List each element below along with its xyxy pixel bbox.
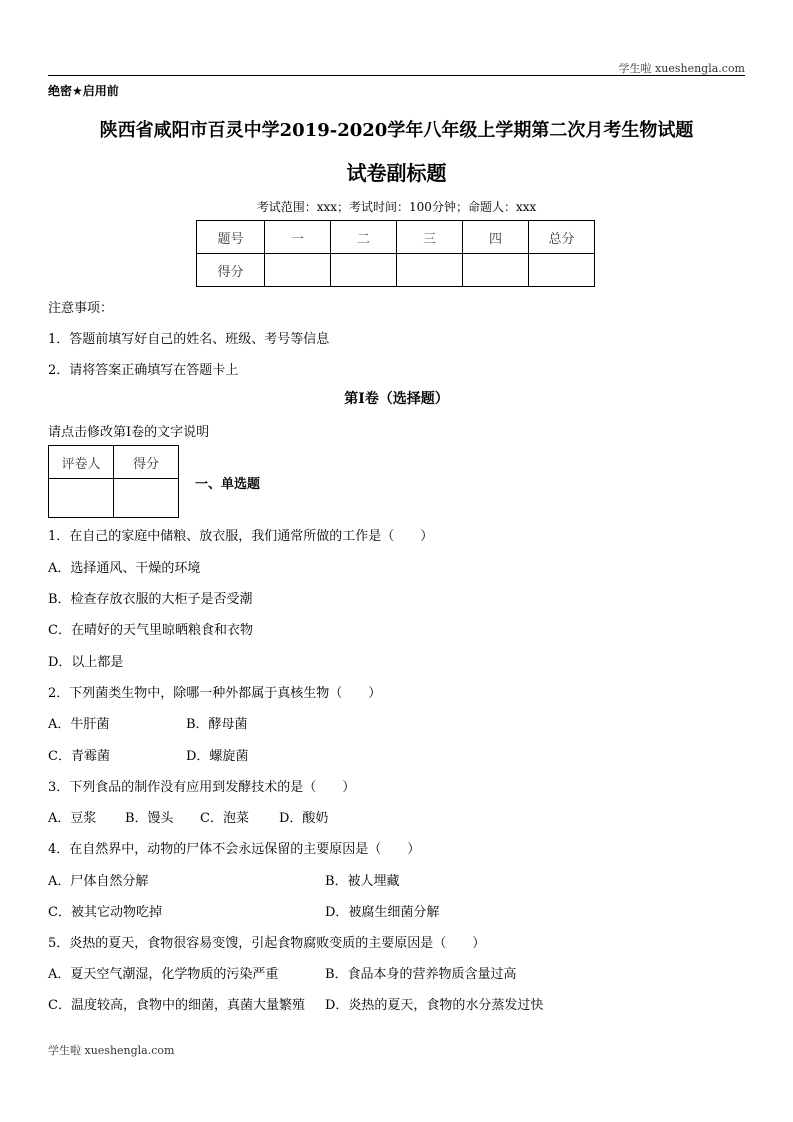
score-cell: 一 bbox=[265, 221, 331, 254]
question-option: A．豆浆 bbox=[48, 811, 97, 826]
exam-info: 考试范围：xxx；考试时间：100分钟；命题人：xxx bbox=[256, 200, 537, 214]
score-cell: 得分 bbox=[197, 254, 265, 287]
question-option: A．牛肝菌 bbox=[48, 717, 110, 732]
question-option: D．螺旋菌 bbox=[186, 749, 249, 764]
question-stem: 2．下列菌类生物中，除哪一种外都属于真核生物（ ） bbox=[48, 686, 382, 701]
score-input-cell[interactable] bbox=[397, 254, 463, 287]
question-option: B．食品本身的营养物质含量过高 bbox=[325, 967, 517, 982]
notice-heading: 注意事项： bbox=[48, 301, 114, 316]
question-option: D．炎热的夏天，食物的水分蒸发过快 bbox=[325, 998, 544, 1013]
question-option: A．尸体自然分解 bbox=[48, 874, 149, 889]
grader-label: 评卷人 bbox=[49, 446, 114, 479]
question-option: B．被人埋藏 bbox=[325, 874, 400, 889]
question-option: D．酸奶 bbox=[279, 811, 329, 826]
grader-table bbox=[48, 445, 179, 518]
question-option: C．温度较高，食物中的细菌，真菌大量繁殖 bbox=[48, 998, 305, 1013]
header-site: 学生啦 xueshengla.com bbox=[618, 62, 745, 75]
footer-site: 学生啦 xueshengla.com bbox=[48, 1044, 175, 1057]
page-title: 陕西省咸阳市百灵中学2019-2020学年八年级上学期第二次月考生物试题 bbox=[99, 120, 694, 141]
score-input-cell[interactable] bbox=[529, 254, 595, 287]
page-subtitle: 试卷副标题 bbox=[346, 161, 447, 185]
notice-item: 1．答题前填写好自己的姓名、班级、考号等信息 bbox=[48, 332, 330, 347]
question-option: B．检查存放衣服的大柜子是否受潮 bbox=[48, 592, 253, 607]
question-option: C．在晴好的天气里晾晒粮食和衣物 bbox=[48, 623, 253, 638]
question-option: D．以上都是 bbox=[48, 655, 124, 670]
question-option: B．酵母菌 bbox=[186, 717, 248, 732]
header-divider bbox=[48, 75, 745, 76]
question-option: C．被其它动物吃掉 bbox=[48, 905, 162, 920]
question-option: C．青霉菌 bbox=[48, 749, 110, 764]
score-input-cell[interactable] bbox=[463, 254, 529, 287]
secret-label: 绝密★启用前 bbox=[48, 84, 119, 98]
grader-score-input-cell[interactable] bbox=[114, 479, 179, 518]
question-stem: 3．下列食品的制作没有应用到发酵技术的是（ ） bbox=[48, 780, 356, 795]
score-table bbox=[196, 220, 595, 287]
score-cell: 总分 bbox=[529, 221, 595, 254]
score-cell: 三 bbox=[397, 221, 463, 254]
question-option: A．选择通风、干燥的环境 bbox=[48, 561, 201, 576]
question-option: C．泡菜 bbox=[200, 811, 249, 826]
question-stem: 4．在自然界中，动物的尸体不会永远保留的主要原因是（ ） bbox=[48, 842, 421, 857]
score-cell: 四 bbox=[463, 221, 529, 254]
question-stem: 1．在自己的家庭中储粮、放衣服，我们通常所做的工作是（ ） bbox=[48, 529, 434, 544]
grader-input-cell[interactable] bbox=[49, 479, 114, 518]
score-table-score-row bbox=[197, 254, 595, 287]
score-cell: 二 bbox=[331, 221, 397, 254]
score-input-cell[interactable] bbox=[265, 254, 331, 287]
question-stem: 5．炎热的夏天，食物很容易变馊，引起食物腐败变质的主要原因是（ ） bbox=[48, 936, 486, 951]
score-table-header-row bbox=[197, 221, 595, 254]
score-input-cell[interactable] bbox=[331, 254, 397, 287]
notice-item: 2．请将答案正确填写在答题卡上 bbox=[48, 363, 239, 378]
section-heading: 一、单选题 bbox=[195, 477, 261, 492]
volume-title: 第I卷（选择题） bbox=[344, 391, 449, 407]
question-option: B．馒头 bbox=[125, 811, 174, 826]
score-cell: 题号 bbox=[197, 221, 265, 254]
grader-score-label: 得分 bbox=[114, 446, 179, 479]
question-option: D．被腐生细菌分解 bbox=[325, 905, 440, 920]
question-option: A．夏天空气潮湿，化学物质的污染严重 bbox=[48, 967, 279, 982]
volume-description[interactable]: 请点击修改第I卷的文字说明 bbox=[48, 425, 210, 440]
